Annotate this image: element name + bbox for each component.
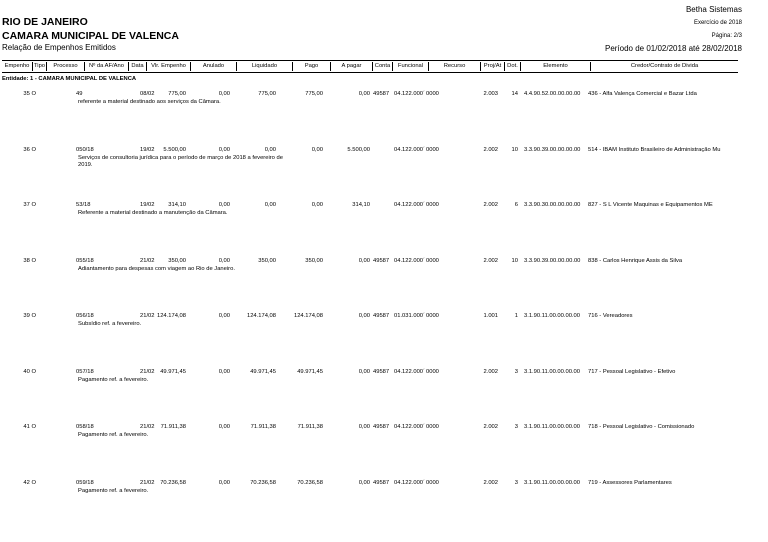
value-cell: 775,00 [168,91,186,97]
liquidated-cell: 70.236,58 [250,480,276,486]
creditor-cell: 838 - Carlos Henrique Assis da Silva [588,258,683,264]
resource-cell: 0000 [426,91,439,97]
project-cell: 1.001 [483,313,498,319]
value-cell: 5.500,00 [163,147,186,153]
report-subtitle: Relação de Empenhos Emitidos [2,43,116,52]
emp-cell: 36 O [23,147,36,153]
date-cell: 21/02 [140,258,155,264]
annulled-cell: 0,00 [218,480,230,486]
project-cell: 2.003 [483,91,498,97]
creditor-cell: 719 - Assessores Parlamentares [588,480,672,486]
account-cell: 49587 [373,424,390,430]
to-pay-cell: 5.500,00 [347,147,370,153]
annulled-cell: 0,00 [218,369,230,375]
functional-cell: 04.122.000´ [394,369,425,375]
account-cell: 49587 [373,313,390,319]
dot-cell: 10 [511,147,518,153]
row-description: Adiantamento para despesas com viagem ao Rio de Janeiro. [78,266,235,272]
date-cell: 21/02 [140,424,155,430]
emp-cell: 40 O [23,369,36,375]
element-cell: 3.1.90.11.00.00.00.00 [524,424,580,430]
date-cell: 19/02 [140,147,155,153]
paid-cell: 0,00 [311,202,323,208]
paid-cell: 775,00 [305,91,323,97]
account-cell: 49587 [373,91,390,97]
creditor-cell: 718 - Pessoal Legislativo - Comissionado [588,424,695,430]
annulled-cell: 0,00 [218,424,230,430]
process-cell: 49 [76,91,83,97]
value-cell: 124.174,08 [156,313,186,319]
emp-cell: 41 O [23,424,36,430]
resource-cell: 0000 [426,258,439,264]
col-header: Nº da AF/Ano [84,62,128,71]
paid-cell: 71.911,38 [297,424,323,430]
resource-cell: 0000 [426,424,439,430]
date-cell: 19/02 [140,202,155,208]
process-cell: 050/18 [76,147,94,153]
process-cell: 055/18 [76,258,94,264]
row-description: Subsídio ref. a fevereiro. [78,321,142,327]
element-cell: 3.1.90.11.00.00.00.00 [524,313,580,319]
dot-cell: 3 [514,369,518,375]
project-cell: 2.002 [483,480,498,486]
element-cell: 3.3.90.30.00.00.00.00 [524,202,581,208]
dot-cell: 6 [514,202,518,208]
col-header: Pago [292,62,330,71]
to-pay-cell: 0,00 [358,424,370,430]
account-cell: 49587 [373,258,390,264]
table-header [2,60,738,73]
paid-cell: 0,00 [311,147,323,153]
account-cell: 49587 [373,480,390,486]
functional-cell: 04.122.000´ [394,480,425,486]
col-header: Credor/Contrato de Divida [590,62,738,71]
col-header: Processo [46,62,84,71]
value-cell: 350,00 [168,258,186,264]
col-header: Elemento [520,62,590,71]
date-cell: 21/02 [140,313,155,319]
col-header: Recurso [428,62,480,71]
functional-cell: 04.122.000´ [394,147,425,153]
project-cell: 2.002 [483,258,498,264]
row-description: Pagamento ref. a fevereiro. [78,432,149,438]
paid-cell: 124.174,08 [293,313,323,319]
liquidated-cell: 0,00 [264,147,276,153]
element-cell: 3.3.90.39.00.00.00.00 [524,147,581,153]
paid-cell: 49.971,45 [297,369,323,375]
element-cell: 3.1.90.11.00.00.00.00 [524,480,580,486]
entity-label: Entidade: 1 - CAMARA MUNICIPAL DE VALENCA [2,76,137,82]
emp-cell: 37 O [23,202,36,208]
org-title: CAMARA MUNICIPAL DE VALENCA [2,30,179,42]
resource-cell: 0000 [426,313,439,319]
row-description: referente a material destinado aos serviços da Câmara. [78,99,221,105]
paid-cell: 350,00 [305,258,323,264]
col-header: Funcional [392,62,428,71]
emp-cell: 42 O [23,480,36,486]
date-cell: 21/02 [140,480,155,486]
row-description: Pagamento ref. a fevereiro. [78,377,149,383]
col-header: Proj/At [480,62,504,71]
liquidated-cell: 49.971,45 [250,369,276,375]
value-cell: 71.911,38 [160,424,186,430]
resource-cell: 0000 [426,147,439,153]
emp-cell: 38 O [23,258,36,264]
element-cell: 3.3.90.39.00.00.00.00 [524,258,581,264]
account-cell: 49587 [373,369,390,375]
project-cell: 2.002 [483,424,498,430]
resource-cell: 0000 [426,202,439,208]
col-header: Vlr. Empenho [146,62,190,71]
to-pay-cell: 314,10 [352,202,370,208]
period-label: Período de 01/02/2018 até 28/02/2018 [604,44,742,53]
col-header: Anulado [190,62,236,71]
annulled-cell: 0,00 [218,313,230,319]
dot-cell: 1 [514,313,518,319]
process-cell: 058/18 [76,424,94,430]
dot-cell: 3 [514,424,518,430]
liquidated-cell: 71.911,38 [250,424,276,430]
process-cell: 059/18 [76,480,94,486]
creditor-cell: 716 - Vereadores [588,313,633,319]
to-pay-cell: 0,00 [358,258,370,264]
element-cell: 3.1.90.11.00.00.00.00 [524,369,580,375]
liquidated-cell: 0,00 [264,202,276,208]
to-pay-cell: 0,00 [358,369,370,375]
row-description: Pagamento ref. a fevereiro. [78,488,149,494]
liquidated-cell: 775,00 [258,91,276,97]
value-cell: 314,10 [168,202,186,208]
project-cell: 2.002 [483,147,498,153]
col-header: Data [128,62,146,71]
resource-cell: 0000 [426,369,439,375]
col-header: Liquidado [236,62,292,71]
date-cell: 08/02 [140,91,155,97]
functional-cell: 04.122.000´ [394,258,425,264]
to-pay-cell: 0,00 [358,313,370,319]
project-cell: 2.002 [483,202,498,208]
liquidated-cell: 124.174,08 [246,313,276,319]
creditor-cell: 827 - S L Vicente Maquinas e Equipamentos ME [588,202,713,208]
creditor-cell: 717 - Pessoal Legislativo - Efetivo [588,369,676,375]
col-header: A pagar [330,62,372,71]
col-header: Conta [372,62,392,71]
to-pay-cell: 0,00 [358,480,370,486]
exercise-label: Exercício de 2018 [693,20,742,26]
creditor-cell: 436 - Alfa Valença Comercial e Bazar Ltda [588,91,697,97]
process-cell: 056/18 [76,313,94,319]
city-title: RIO DE JANEIRO [2,16,88,28]
process-cell: 057/18 [76,369,94,375]
resource-cell: 0000 [426,480,439,486]
liquidated-cell: 350,00 [258,258,276,264]
page-number: Página: 2/3 [711,33,742,39]
annulled-cell: 0,00 [218,91,230,97]
col-header: Tipo [33,63,46,69]
col-header: Empenho [4,63,30,69]
process-cell: 53/18 [76,202,91,208]
annulled-cell: 0,00 [218,202,230,208]
emp-cell: 35 O [23,91,36,97]
functional-cell: 04.122.000´ [394,91,425,97]
creditor-cell: 514 - IBAM Instituto Brasileiro de Administração Mu [588,147,721,153]
annulled-cell: 0,00 [218,258,230,264]
dot-cell: 10 [511,258,518,264]
functional-cell: 04.122.000´ [394,424,425,430]
annulled-cell: 0,00 [218,147,230,153]
to-pay-cell: 0,00 [358,91,370,97]
dot-cell: 3 [514,480,518,486]
system-name: Betha Sistemas [685,5,742,14]
value-cell: 49.971,45 [160,369,186,375]
functional-cell: 01.031.000´ [394,313,425,319]
col-header: Dot. [504,62,520,71]
emp-cell: 39 O [23,313,36,319]
functional-cell: 04.122.000´ [394,202,425,208]
date-cell: 21/02 [140,369,155,375]
paid-cell: 70.236,58 [297,480,323,486]
row-description: Referente a material destinado a manutenção da Câmara. [78,210,228,216]
row-description: Serviços de consultoria jurídica para o período de março de 2018 a fevereiro de 2019. [78,155,283,168]
value-cell: 70.236,58 [160,480,186,486]
project-cell: 2.002 [483,369,498,375]
element-cell: 4.4.90.52.00.00.00.00 [524,91,581,97]
dot-cell: 14 [511,91,518,97]
